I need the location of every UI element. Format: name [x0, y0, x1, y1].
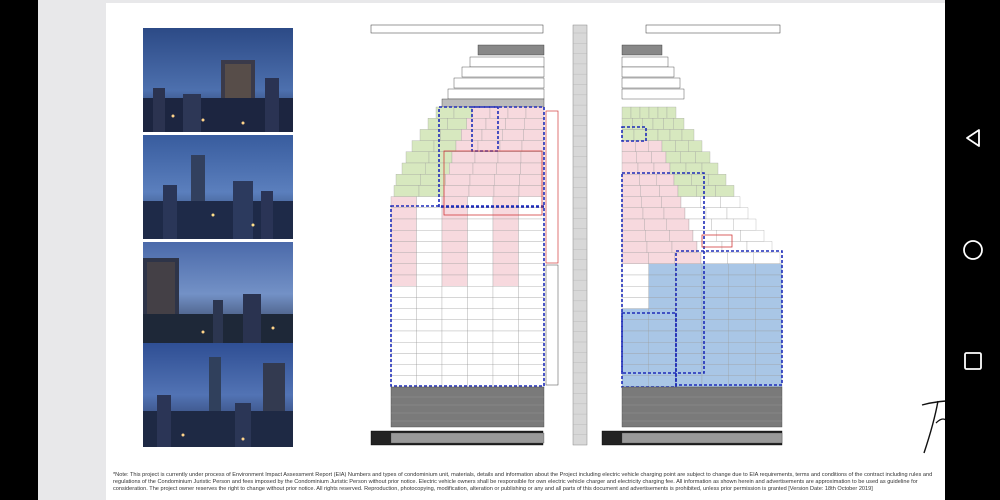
right-unit-cell [693, 230, 717, 241]
left-roof-level [454, 78, 544, 88]
home-button[interactable] [958, 235, 988, 265]
left-unit-cell [493, 297, 519, 308]
left-unit-cell [493, 320, 519, 331]
left-header-strip [371, 25, 543, 33]
left-unit-cell [482, 129, 503, 140]
right-unit-cell [649, 342, 676, 353]
right-unit-cell [667, 107, 676, 118]
left-unit-cell [468, 320, 494, 331]
left-unit-cell [519, 230, 545, 241]
home-circle-icon [961, 238, 985, 262]
right-unit-cell [622, 141, 635, 152]
vertical-note-box-2 [546, 265, 558, 385]
right-unit-cell [651, 152, 666, 163]
right-unit-cell [658, 129, 670, 140]
right-unit-cell [681, 152, 696, 163]
left-unit-cell [454, 107, 472, 118]
left-unit-cell [417, 264, 443, 275]
left-unit-cell [442, 253, 468, 264]
left-unit-cell [391, 253, 417, 264]
left-unit-cell [526, 107, 544, 118]
right-roof-block [622, 45, 662, 55]
right-unit-cell [689, 219, 711, 230]
right-unit-cell [649, 107, 658, 118]
right-unit-cell [659, 185, 678, 196]
right-unit-cell [649, 309, 676, 320]
right-unit-cell [664, 208, 685, 219]
left-unit-cell [394, 185, 419, 196]
right-unit-cell [647, 241, 672, 252]
left-ground-floor [391, 433, 544, 443]
left-unit-cell [497, 163, 521, 174]
right-unit-cell [717, 230, 741, 241]
disclaimer-footnote: *Note: This project is currently under process of Environment Impact Assessment Report (EIA) Numbers and types of condominium unit, materials, details and information about the Project including electric vehicle charging point are subject to change due to EIA requirements, terms and conditions of the contract including rules and regulations of the Condominium Juristic Person and fees imposed by the Condominium Juristic Person without prior notice. Electric vehicle owners shall be responsible for own electric vehicle charger and electricity charging fee. All information as shown herein and advertisements are approximation to be used as guideline for consideration. The project owner reserves the right to change without prior notice. All rights reserved. Reproduction, photocopying, modification, alteration or publishing or any and all parts of this document and advertisements is prohibited, unless prior permission is granted [Version Date: 18th October 2019] [113, 472, 933, 492]
right-roof-level [622, 57, 668, 67]
left-unit-cell [396, 174, 421, 185]
right-unit-cell [729, 365, 756, 376]
right-unit-cell [702, 264, 729, 275]
right-unit-cell [729, 297, 756, 308]
right-unit-cell [729, 342, 756, 353]
left-unit-cell [391, 365, 417, 376]
stacking-plan [106, 3, 954, 473]
right-unit-cell [729, 264, 756, 275]
left-unit-cell [519, 320, 545, 331]
left-unit-cell [442, 286, 468, 297]
left-unit-cell [442, 241, 468, 252]
back-triangle-icon [962, 127, 984, 149]
left-unit-cell [412, 141, 434, 152]
left-unit-cell [419, 185, 444, 196]
left-unit-cell [519, 309, 545, 320]
left-unit-cell [442, 264, 468, 275]
right-unit-cell [729, 309, 756, 320]
left-unit-cell [493, 253, 519, 264]
left-unit-cell [468, 208, 494, 219]
left-unit-cell [468, 286, 494, 297]
right-unit-cell [649, 365, 676, 376]
left-unit-cell [519, 365, 545, 376]
left-unit-cell [406, 152, 429, 163]
left-unit-cell [442, 342, 468, 353]
left-unit-cell [468, 365, 494, 376]
right-unit-cell [661, 197, 681, 208]
left-unit-cell [470, 174, 495, 185]
right-unit-cell [669, 230, 693, 241]
recents-square-icon [962, 350, 984, 372]
right-unit-cell [755, 320, 782, 331]
right-unit-cell [675, 297, 702, 308]
left-unit-cell [468, 264, 494, 275]
left-unit-cell [420, 129, 441, 140]
right-unit-cell [649, 320, 676, 331]
left-unit-cell [391, 297, 417, 308]
left-unit-cell [421, 174, 446, 185]
right-unit-cell [709, 174, 726, 185]
left-unit-cell [417, 331, 443, 342]
left-unit-cell [519, 297, 545, 308]
right-unit-cell [622, 219, 644, 230]
left-roof-level [448, 89, 544, 99]
left-unit-cell [442, 219, 468, 230]
right-unit-cell [701, 253, 727, 264]
right-unit-cell [702, 297, 729, 308]
right-unit-cell [682, 129, 694, 140]
right-unit-cell [622, 107, 631, 118]
right-unit-cell [622, 297, 649, 308]
right-unit-cell [711, 219, 733, 230]
right-roof-level [622, 67, 674, 77]
right-unit-cell [622, 331, 649, 342]
right-unit-cell [675, 353, 702, 364]
left-unit-cell [522, 141, 544, 152]
right-unit-cell [622, 365, 649, 376]
right-unit-cell [657, 174, 674, 185]
right-unit-cell [675, 309, 702, 320]
left-unit-cell [519, 219, 545, 230]
left-unit-cell [493, 331, 519, 342]
right-unit-cell [674, 174, 691, 185]
left-unit-cell [495, 174, 520, 185]
right-unit-cell [622, 230, 646, 241]
left-unit-cell [417, 230, 443, 241]
right-unit-cell [649, 286, 676, 297]
left-unit-cell [417, 286, 443, 297]
right-roof-level [622, 89, 684, 99]
left-unit-cell [429, 152, 452, 163]
right-unit-cell [622, 185, 641, 196]
right-unit-cell [667, 219, 689, 230]
right-unit-cell [702, 320, 729, 331]
right-unit-cell [635, 141, 648, 152]
right-unit-cell [622, 275, 649, 286]
right-unit-cell [622, 309, 649, 320]
right-unit-cell [729, 286, 756, 297]
left-unit-cell [468, 253, 494, 264]
left-unit-cell [417, 241, 443, 252]
left-roof-level [442, 99, 544, 107]
left-unit-cell [519, 342, 545, 353]
right-unit-cell [643, 208, 664, 219]
left-unit-cell [449, 163, 473, 174]
left-unit-cell [442, 208, 468, 219]
left-unit-cell [503, 129, 524, 140]
left-unit-cell [472, 107, 490, 118]
left-unit-cell [498, 152, 521, 163]
right-unit-cell [755, 309, 782, 320]
left-unit-cell [442, 230, 468, 241]
recents-button[interactable] [958, 346, 988, 376]
right-unit-cell [648, 253, 674, 264]
right-unit-cell [622, 253, 648, 264]
right-unit-cell [734, 219, 756, 230]
right-unit-cell [727, 208, 748, 219]
right-unit-cell [675, 275, 702, 286]
left-unit-cell [391, 342, 417, 353]
right-ground-floor [622, 433, 782, 443]
left-unit-cell [426, 163, 450, 174]
left-unit-cell [478, 141, 500, 152]
left-unit-cell [391, 353, 417, 364]
right-unit-cell [639, 174, 656, 185]
right-unit-cell [649, 376, 676, 387]
right-unit-cell [622, 208, 643, 219]
right-unit-cell [622, 129, 634, 140]
right-unit-cell [755, 297, 782, 308]
right-unit-cell [658, 107, 667, 118]
left-unit-cell [493, 309, 519, 320]
left-unit-cell [417, 253, 443, 264]
left-unit-cell [456, 141, 478, 152]
right-unit-cell [675, 342, 702, 353]
left-unit-cell [493, 275, 519, 286]
left-unit-cell [493, 230, 519, 241]
left-unit-cell [391, 320, 417, 331]
right-unit-cell [646, 129, 658, 140]
right-unit-cell [740, 230, 764, 241]
right-unit-cell [649, 331, 676, 342]
left-unit-cell [442, 365, 468, 376]
left-unit-cell [468, 342, 494, 353]
left-unit-cell [473, 163, 497, 174]
left-unit-cell [391, 264, 417, 275]
right-unit-cell [702, 275, 729, 286]
left-unit-cell [519, 275, 545, 286]
left-unit-cell [391, 230, 417, 241]
left-unit-cell [442, 353, 468, 364]
android-nav-bar [945, 0, 1000, 500]
left-unit-cell [452, 152, 475, 163]
right-unit-cell [685, 208, 706, 219]
right-unit-cell [622, 286, 649, 297]
right-unit-cell [675, 253, 701, 264]
left-unit-cell [519, 331, 545, 342]
left-unit-cell [391, 275, 417, 286]
right-unit-cell [662, 141, 675, 152]
left-unit-cell [442, 297, 468, 308]
left-unit-cell [519, 264, 545, 275]
left-unit-cell [490, 107, 508, 118]
left-unit-cell [493, 241, 519, 252]
right-unit-cell [689, 141, 702, 152]
right-unit-cell [691, 174, 708, 185]
left-unit-cell [468, 297, 494, 308]
document-viewer[interactable] [38, 0, 945, 500]
left-unit-cell [493, 342, 519, 353]
right-unit-cell [729, 275, 756, 286]
left-unit-cell [417, 365, 443, 376]
left-unit-cell [519, 185, 544, 196]
right-unit-cell [675, 141, 688, 152]
right-unit-cell [622, 353, 649, 364]
left-unit-cell [447, 118, 466, 129]
right-unit-cell [681, 197, 701, 208]
right-roof-level [622, 78, 680, 88]
left-unit-cell [519, 208, 545, 219]
right-unit-cell [666, 152, 681, 163]
right-unit-cell [755, 342, 782, 353]
left-roof-block [478, 45, 544, 55]
left-unit-cell [493, 264, 519, 275]
left-unit-cell [519, 174, 544, 185]
left-unit-cell [525, 118, 544, 129]
right-unit-cell [634, 129, 646, 140]
left-roof-level [470, 57, 544, 67]
left-unit-cell [520, 163, 544, 174]
right-unit-cell [727, 253, 753, 264]
left-unit-cell [493, 365, 519, 376]
right-unit-cell [640, 107, 649, 118]
left-unit-cell [505, 118, 524, 129]
right-unit-cell [637, 152, 652, 163]
right-unit-cell [755, 365, 782, 376]
left-unit-cell [417, 208, 443, 219]
right-unit-cell [649, 297, 676, 308]
left-unit-cell [468, 241, 494, 252]
right-unit-cell [729, 353, 756, 364]
right-unit-cell [678, 185, 697, 196]
left-unit-cell [417, 309, 443, 320]
right-unit-cell [729, 331, 756, 342]
right-unit-cell [675, 331, 702, 342]
right-unit-cell [755, 264, 782, 275]
right-unit-cell [670, 129, 682, 140]
left-unit-cell [434, 141, 456, 152]
right-unit-cell [644, 219, 666, 230]
left-unit-cell [523, 129, 544, 140]
right-unit-cell [675, 365, 702, 376]
right-unit-cell [702, 286, 729, 297]
left-unit-cell [417, 297, 443, 308]
left-unit-cell [519, 286, 545, 297]
right-unit-cell [622, 197, 642, 208]
right-unit-cell [641, 185, 660, 196]
left-unit-cell [500, 141, 522, 152]
right-unit-cell [729, 320, 756, 331]
left-unit-cell [469, 185, 494, 196]
left-unit-cell [417, 353, 443, 364]
left-unit-cell [493, 286, 519, 297]
right-unit-cell [622, 152, 637, 163]
left-unit-cell [417, 342, 443, 353]
right-unit-cell [622, 174, 639, 185]
left-unit-cell [391, 331, 417, 342]
right-unit-cell [755, 331, 782, 342]
left-unit-cell [391, 208, 417, 219]
left-unit-cell [493, 219, 519, 230]
left-unit-cell [468, 230, 494, 241]
left-unit-cell [475, 152, 498, 163]
right-unit-cell [675, 320, 702, 331]
right-unit-cell [702, 331, 729, 342]
right-unit-cell [755, 275, 782, 286]
left-unit-cell [468, 309, 494, 320]
vertical-note-box-1 [546, 111, 558, 263]
right-unit-cell [674, 118, 684, 129]
right-unit-cell [702, 365, 729, 376]
right-unit-cell [720, 197, 740, 208]
left-unit-cell [445, 174, 470, 185]
right-unit-cell [754, 253, 780, 264]
right-unit-cell [649, 275, 676, 286]
left-unit-cell [468, 331, 494, 342]
left-unit-cell [493, 208, 519, 219]
left-unit-cell [519, 353, 545, 364]
right-unit-cell [755, 353, 782, 364]
left-unit-cell [441, 129, 462, 140]
right-unit-cell [622, 376, 649, 387]
left-unit-cell [442, 331, 468, 342]
left-unit-cell [391, 286, 417, 297]
right-unit-cell [697, 185, 716, 196]
left-unit-cell [468, 353, 494, 364]
right-unit-cell [638, 163, 654, 174]
left-unit-cell [521, 152, 544, 163]
left-unit-cell [519, 253, 545, 264]
left-unit-cell [468, 219, 494, 230]
left-unit-cell [391, 309, 417, 320]
left-unit-cell [467, 118, 486, 129]
right-unit-cell [702, 353, 729, 364]
back-button[interactable] [958, 123, 988, 153]
right-unit-cell [702, 309, 729, 320]
right-unit-cell [649, 264, 676, 275]
right-header-strip [646, 25, 780, 33]
right-unit-cell [653, 118, 663, 129]
right-unit-cell [702, 342, 729, 353]
right-unit-cell [755, 286, 782, 297]
right-unit-cell [706, 208, 727, 219]
right-unit-cell [675, 286, 702, 297]
left-roof-level [462, 67, 544, 77]
left-unit-cell [493, 353, 519, 364]
left-unit-cell [468, 275, 494, 286]
right-unit-cell [631, 107, 640, 118]
left-unit-cell [444, 185, 469, 196]
left-unit-cell [486, 118, 505, 129]
right-unit-cell [649, 141, 662, 152]
left-unit-cell [519, 241, 545, 252]
right-unit-cell [649, 353, 676, 364]
right-unit-cell [675, 264, 702, 275]
right-unit-cell [622, 241, 647, 252]
right-unit-cell [663, 118, 673, 129]
right-unit-cell [642, 197, 662, 208]
left-unit-cell [428, 118, 447, 129]
left-unit-cell [417, 320, 443, 331]
right-unit-cell [622, 342, 649, 353]
left-unit-cell [442, 320, 468, 331]
left-unit-cell [391, 219, 417, 230]
brochure-page [106, 3, 954, 500]
right-unit-cell [715, 185, 734, 196]
right-unit-cell [646, 230, 670, 241]
right-unit-cell [622, 264, 649, 275]
left-unit-cell [417, 219, 443, 230]
left-unit-cell [442, 309, 468, 320]
left-unit-cell [442, 275, 468, 286]
floor-scale [573, 25, 587, 445]
right-unit-cell [622, 320, 649, 331]
left-unit-cell [417, 275, 443, 286]
left-unit-cell [494, 185, 519, 196]
left-unit-cell [391, 241, 417, 252]
right-unit-cell [695, 152, 710, 163]
left-unit-cell [402, 163, 426, 174]
left-unit-cell [508, 107, 526, 118]
